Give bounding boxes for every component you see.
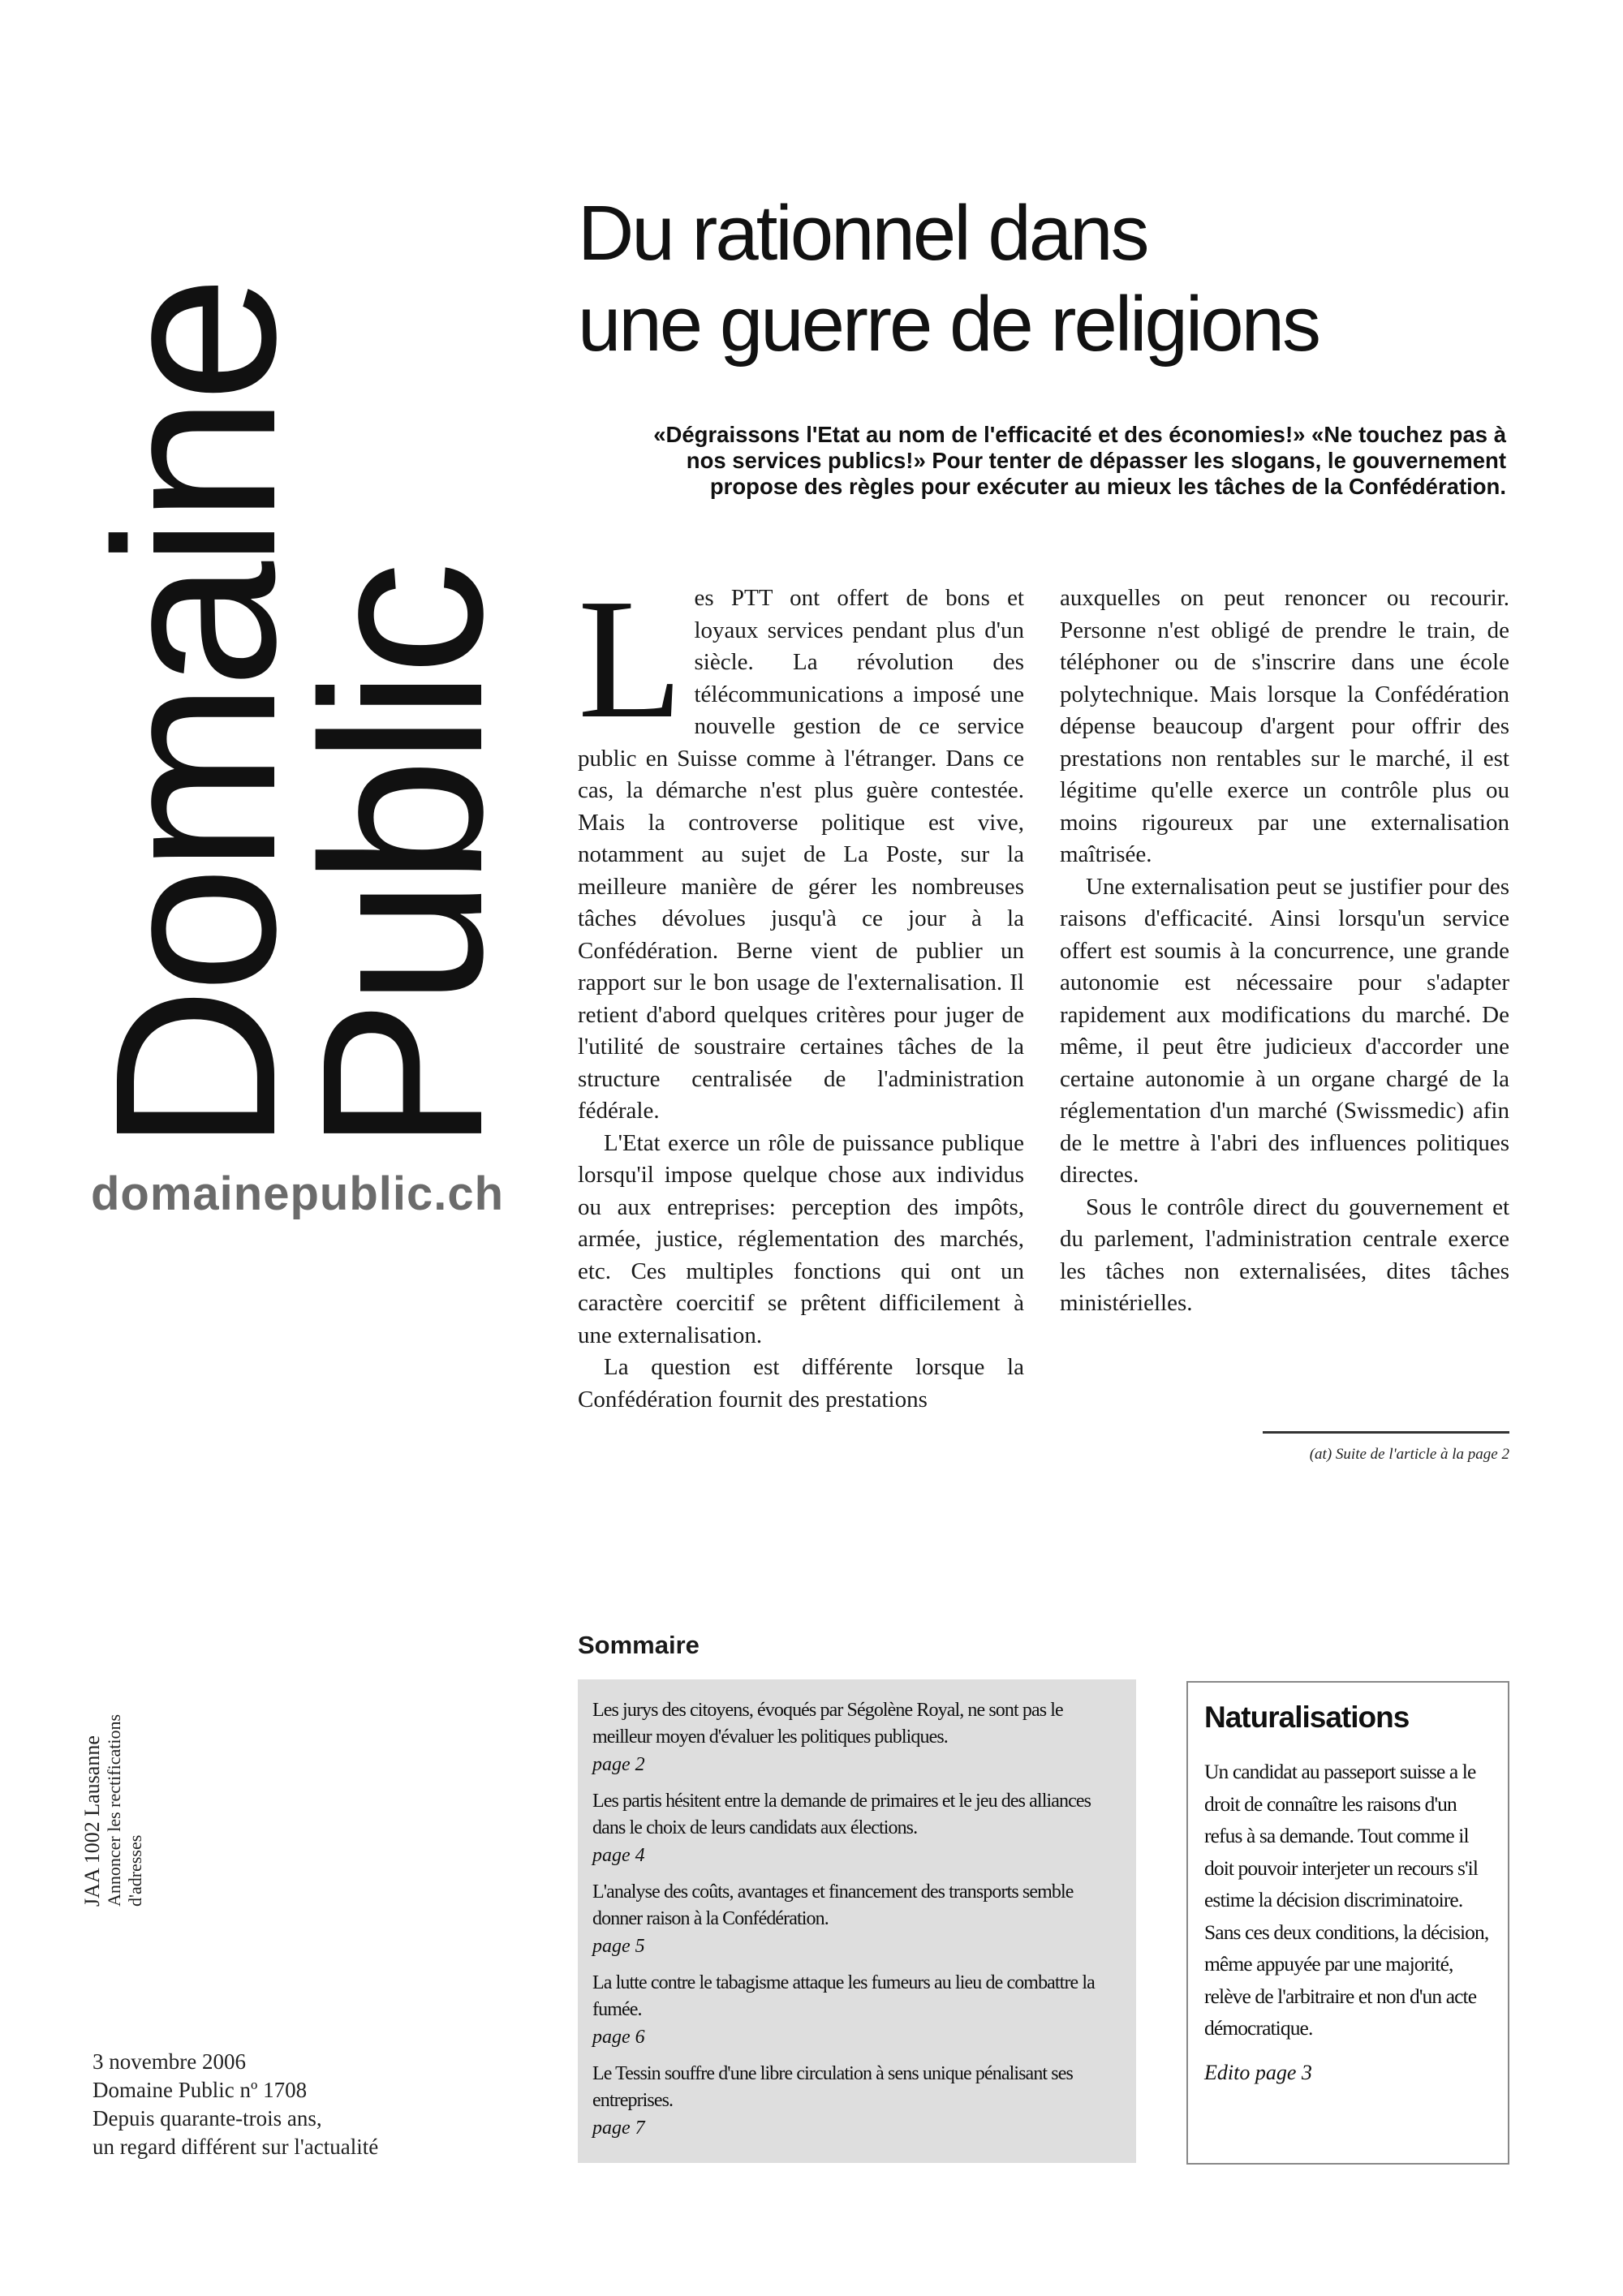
lead-text: «Dégraissons l'Etat au nom de l'efficacité et des économies!» «Ne touchez pas à nos services publics!» Pour tenter de dépasser les slogans, le gouvernement propose des règles pour exécuter au mieux les tâches de la Confédération. bbox=[653, 422, 1506, 499]
paragraph: L'Etat exerce un rôle de puissance publique lorsqu'il impose quelque chose aux individus ou aux entreprises: perception des impôts, armée, justice, réglementation des marchés, etc. Ces multiples fonctions qui ont un caractère coercitif se prêtent difficilement à une externalisation. bbox=[578, 1129, 1024, 1348]
sommaire-item[interactable] bbox=[592, 2061, 1123, 2142]
sommaire-item[interactable] bbox=[592, 1970, 1123, 2051]
headline-line1: Du rationnel dans bbox=[578, 190, 1147, 277]
edito-link[interactable]: Edito page 3 bbox=[1204, 2060, 1312, 2084]
sommaire-item-text: Le Tessin souffre d'une libre circulation à sens unique pénalisant ses entreprises. bbox=[592, 2063, 1073, 2111]
sommaire-item-page[interactable]: page 2 bbox=[592, 1754, 645, 1775]
masthead-title-line1: Domaine bbox=[67, 282, 323, 1152]
sommaire-item-page[interactable]: page 6 bbox=[592, 2027, 645, 2048]
tagline: un regard différent sur l'actualité bbox=[93, 2135, 379, 2159]
sommaire-item-page[interactable]: page 5 bbox=[592, 1936, 645, 1957]
issue-info bbox=[93, 2048, 378, 2161]
masthead-title-line2: Public bbox=[274, 567, 530, 1152]
sommaire-item[interactable] bbox=[592, 1697, 1123, 1778]
article-headline bbox=[578, 188, 1552, 370]
sommaire-item-text: Les partis hésitent entre la demande de primaires et le jeu des alliances dans le choix de leurs candidats aux élections. bbox=[592, 1791, 1091, 1838]
sommaire-item[interactable] bbox=[592, 1879, 1123, 1960]
sommaire-item-text: La lutte contre le tabagisme attaque les fumeurs au lieu de combattre la fumée. bbox=[592, 1972, 1095, 2020]
naturalisations-text: Un candidat au passeport suisse a le droit de connaître les raisons d'un refus à sa demande. Tout comme il doit pouvoir interjeter un recours s'il estime la décision discriminatoire. Sans ces deux conditions, la décision, même appuyée par une majorité, relève de l'arbitraire et non d'un acte démocratique. bbox=[1204, 1760, 1489, 2040]
sommaire-item-page[interactable]: page 7 bbox=[592, 2118, 645, 2139]
sommaire-item-page[interactable]: page 4 bbox=[592, 1845, 645, 1866]
postal-line: d'adresses bbox=[125, 1834, 145, 1907]
postal-info bbox=[81, 1714, 146, 1907]
sommaire-box bbox=[578, 1679, 1136, 2163]
paragraph: Sous le contrôle direct du gouvernement et du parlement, l'administration centrale exerce les tâches non externalisées, dites tâches ministérielles. bbox=[1060, 1193, 1509, 1316]
naturalisations-title: Naturalisations bbox=[1204, 1701, 1410, 1734]
article-column-2 bbox=[1060, 583, 1509, 1320]
issue-number: Domaine Public nº 1708 bbox=[93, 2078, 308, 2102]
drop-cap: L bbox=[578, 563, 683, 754]
sommaire-title: Sommaire bbox=[578, 1631, 700, 1659]
paragraph-text: es PTT ont offert de bons et loyaux services pendant plus d'un siècle. La révolution des télécommunications a imposé une nouvelle gestion de ce service public en Suisse comme à l'étranger. Dans ce cas, la démarche n'est plus guère contestée. Mais la controverse politique est vive, notamment au sujet de La Poste, sur la meilleure manière de gérer les nombreuses tâches dévolues jusqu'à ce jour à la Confédération. Berne vient de publier un rapport sur le bon usage de l'externalisation. Il retient d'abord quelques critères pour juger de l'utilité de soustraire certaines tâches de la structure centralisée de l'administration fédérale. bbox=[578, 585, 1024, 1124]
article-lead bbox=[633, 422, 1506, 500]
sommaire-item[interactable] bbox=[592, 1788, 1123, 1869]
postal-line: Annoncer les rectifications bbox=[104, 1713, 124, 1907]
paragraph bbox=[578, 563, 1024, 1128]
continued-note: (at) Suite de l'article à la page 2 bbox=[1309, 1446, 1509, 1463]
postal-line: JAA 1002 Lausanne bbox=[80, 1735, 104, 1907]
article-column-1 bbox=[578, 563, 1024, 1416]
divider bbox=[1263, 1431, 1509, 1434]
tagline: Depuis quarante-trois ans, bbox=[93, 2106, 322, 2130]
sommaire-item-text: Les jurys des citoyens, évoqués par Ségolène Royal, ne sont pas le meilleur moyen d'évaluer les politiques publiques. bbox=[592, 1700, 1063, 1748]
paragraph: Une externalisation peut se justifier pour des raisons d'efficacité. Ainsi lorsqu'un service offert est soumis à la concurrence, une grande autonomie est nécessaire pour s'adapter rapidement aux modifications du marché. De même, il peut être judicieux d'accorder une certaine autonomie à un organe chargé de la réglementation d'un marché (Swissmedic) afin de le mettre à l'abri des influences politiques directes. bbox=[1060, 873, 1509, 1188]
site-url[interactable]: domainepublic.ch bbox=[91, 1167, 505, 1220]
issue-date: 3 novembre 2006 bbox=[93, 2049, 246, 2074]
sommaire-item-text: L'analyse des coûts, avantages et financement des transports semble donner raison à la Confédération. bbox=[592, 1881, 1074, 1929]
headline-line2: une guerre de religions bbox=[578, 281, 1319, 368]
paragraph: La question est différente lorsque la Confédération fournit des prestations bbox=[578, 1354, 1024, 1412]
paragraph: auxquelles on peut renoncer ou recourir. Personne n'est obligé de prendre le train, de téléphoner ou de s'inscrire dans une école polytechnique. Mais lorsque la Confédération dépense beaucoup d'argent pour offrir des prestations non rentables sur le marché, il est légitime qu'elle exerce un contrôle plus ou moins rigoureux par une externalisation maîtrisée. bbox=[1060, 585, 1509, 867]
naturalisations-box bbox=[1186, 1681, 1509, 2165]
